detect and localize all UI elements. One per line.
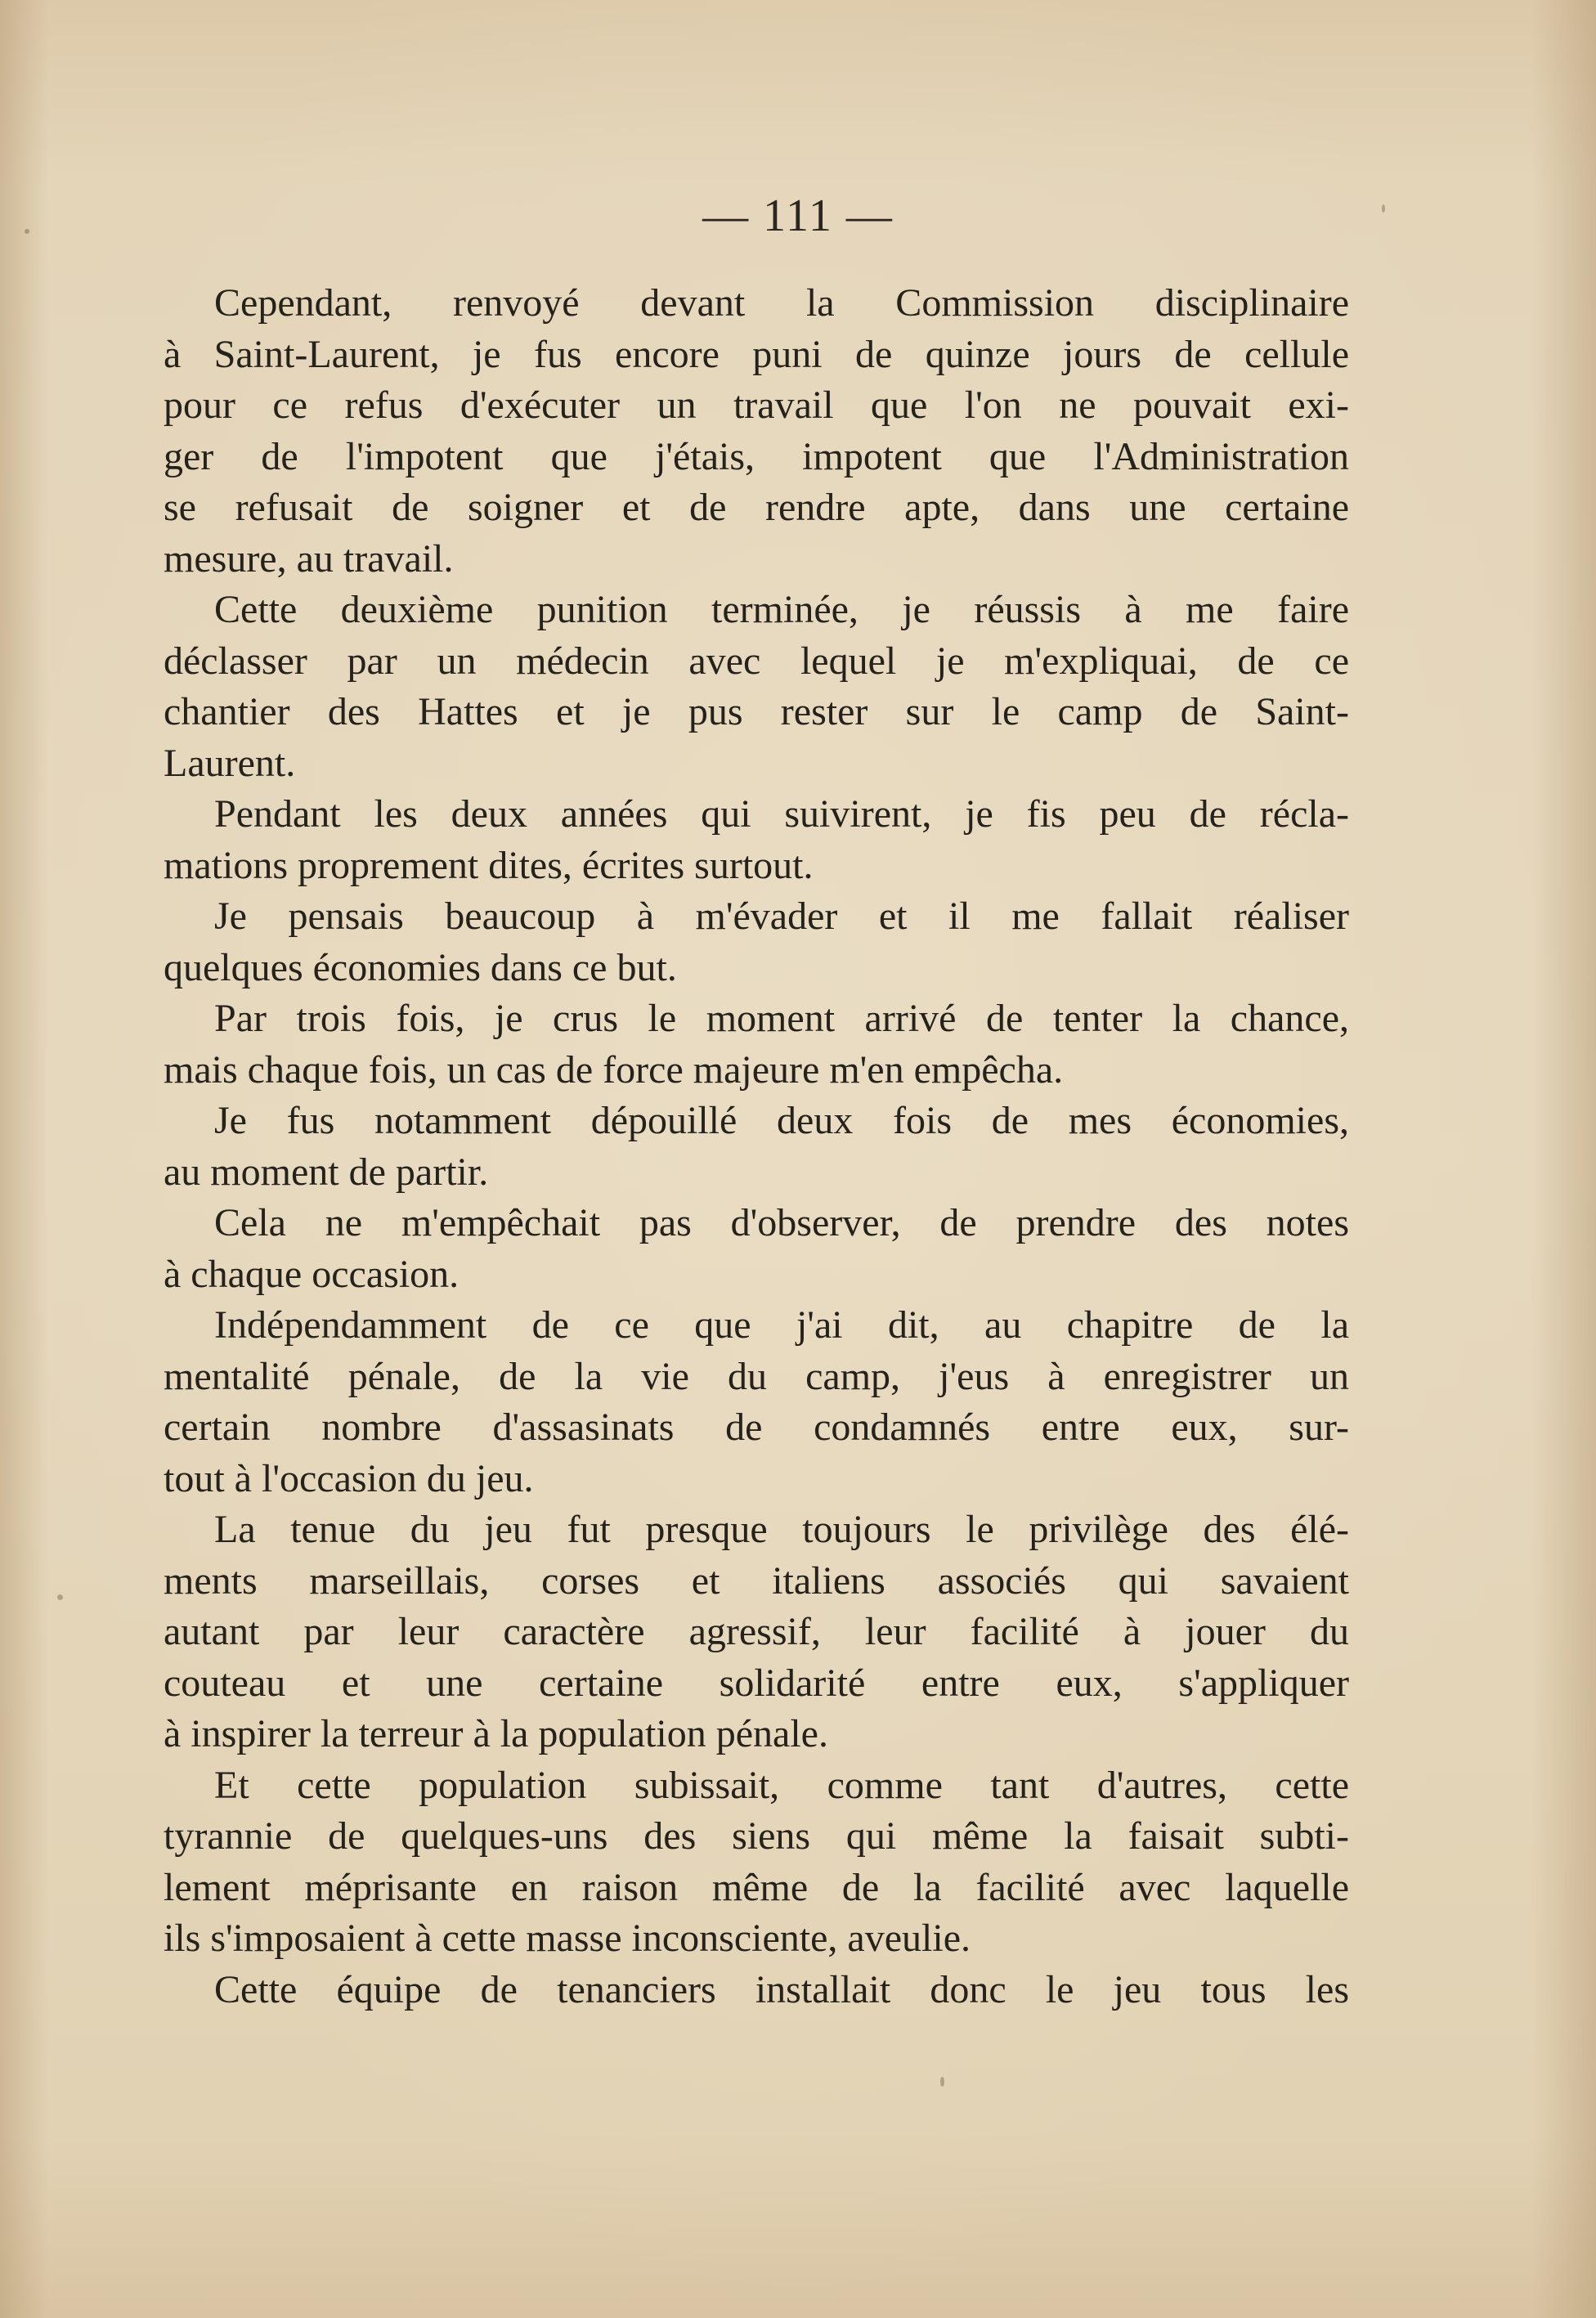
text-line: lement méprisante en raison même de la facilité avec laquelle — [164, 1865, 1349, 1909]
text-line: Cela ne m'empêchait pas d'observer, de prendre des notes — [214, 1201, 1349, 1244]
paper-speck — [940, 2077, 944, 2087]
body-text — [164, 278, 1349, 2015]
text-line: Indépendamment de ce que j'ai dit, au chapitre de la — [214, 1303, 1349, 1347]
text-line: mentalité pénale, de la vie du camp, j'eus à enregistrer un — [164, 1354, 1349, 1398]
text-line: Je pensais beaucoup à m'évader et il me fallait réaliser — [214, 894, 1349, 938]
text-line: quelques économies dans ce but. — [164, 945, 677, 989]
page-number: — 111 — — [702, 191, 894, 241]
text-line: mesure, au travail. — [164, 536, 454, 581]
text-line: La tenue du jeu fut presque toujours le privilège des élé- — [214, 1508, 1349, 1551]
text-line: pour ce refus d'exécuter un travail que l'on ne pouvait exi- — [164, 383, 1349, 427]
text-line: Et cette population subissait, comme tant d'autres, cette — [214, 1763, 1349, 1807]
text-line: ger de l'impotent que j'étais, impotent que l'Administration — [164, 434, 1349, 478]
text-line: couteau et une certaine solidarité entre eux, s'appliquer — [164, 1661, 1349, 1705]
text-line: tyrannie de quelques-uns des siens qui même la faisait subti- — [164, 1814, 1349, 1858]
text-line: ments marseillais, corses et italiens associés qui savaient — [164, 1558, 1349, 1603]
text-line: Je fus notamment dépouillé deux fois de mes économies, — [214, 1099, 1349, 1142]
text-line: à chaque occasion. — [164, 1252, 460, 1296]
page-edge-shadow-right — [1531, 0, 1596, 2318]
text-line: Cette deuxième punition terminée, je réussis à me faire — [214, 588, 1349, 631]
text-line: Cependant, renvoyé devant la Commission disciplinaire — [214, 281, 1349, 325]
text-line: Pendant les deux années qui suivirent, je fis peu de récla- — [214, 792, 1349, 836]
text-line: certain nombre d'assasinats de condamnés entre eux, sur- — [164, 1406, 1349, 1449]
text-line: mations proprement dites, écrites surtout. — [164, 843, 814, 887]
text-line: autant par leur caractère agressif, leur facilité à jouer du — [164, 1610, 1349, 1653]
page-edge-shadow-left — [0, 0, 49, 2318]
text-line: tout à l'occasion du jeu. — [164, 1456, 534, 1500]
text-line: Par trois fois, je crus le moment arrivé de tenter la chance, — [214, 997, 1349, 1040]
text-line: à Saint-Laurent, je fus encore puni de quinze jours de cellule — [164, 332, 1349, 376]
text-line: au moment de partir. — [164, 1150, 489, 1194]
text-line: ils s'imposaient à cette masse inconsciente, aveulie. — [164, 1917, 971, 1960]
text-line: à inspirer la terreur à la population pénale. — [164, 1712, 828, 1755]
text-line: mais chaque fois, un cas de force majeure m'en empêcha. — [164, 1047, 1064, 1092]
text-line: chantier des Hattes et je pus rester sur le camp de Saint- — [164, 690, 1349, 733]
text-line: déclasser par un médecin avec lequel je m'expliquai, de ce — [164, 639, 1349, 683]
text-line: se refusait de soigner et de rendre apte, dans une certaine — [164, 486, 1349, 529]
text-line: Cette équipe de tenanciers installait donc le jeu tous les — [214, 1967, 1349, 2011]
text-line: Laurent. — [164, 741, 296, 785]
paper-speck — [57, 1594, 63, 1600]
